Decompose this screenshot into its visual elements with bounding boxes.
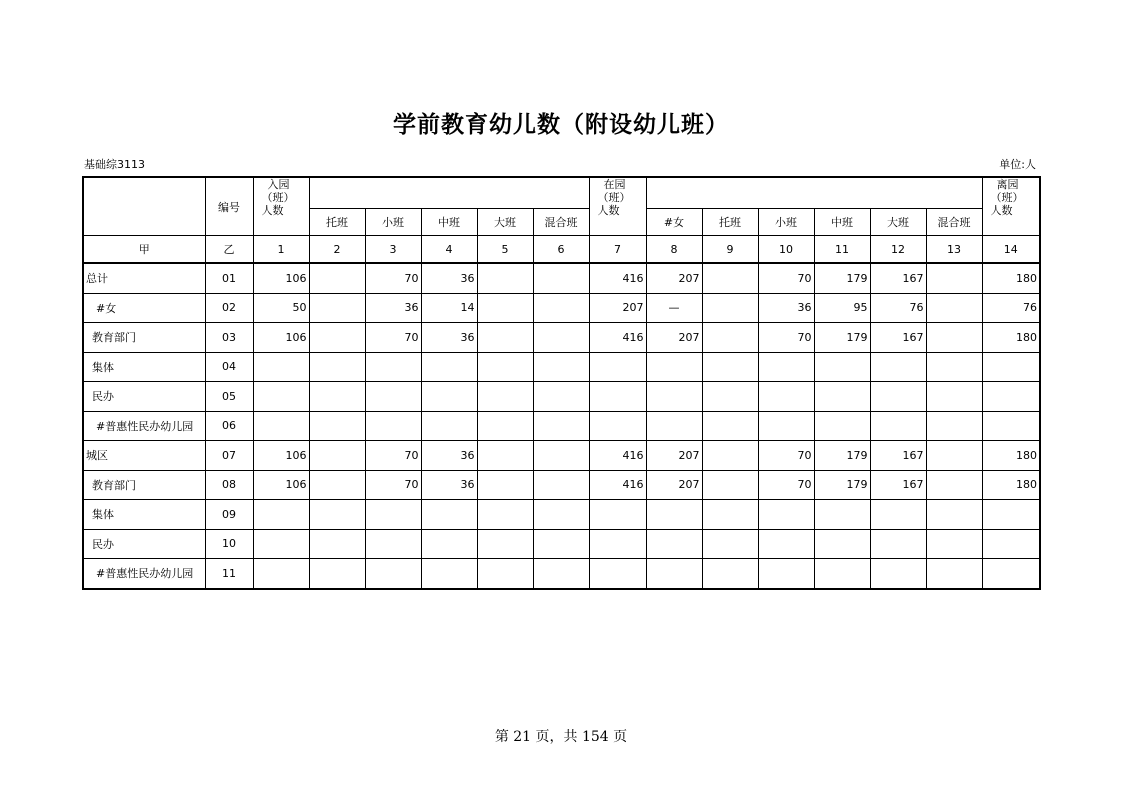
data-cell: 106 (253, 470, 309, 500)
data-cell: 70 (365, 323, 421, 353)
data-cell (477, 411, 533, 441)
data-cell (477, 263, 533, 293)
header-present (589, 177, 646, 236)
data-cell (533, 529, 589, 559)
data-cell (253, 500, 309, 530)
report-title: 学前教育幼儿数（附设幼儿班） (393, 111, 729, 138)
data-cell (309, 559, 365, 589)
data-cell (477, 323, 533, 353)
data-cell (477, 293, 533, 323)
data-cell: 180 (982, 323, 1040, 353)
index-cell: 11 (814, 236, 870, 264)
data-cell (309, 263, 365, 293)
data-cell (982, 382, 1040, 412)
header-row-1 (83, 177, 1040, 209)
data-cell (926, 529, 982, 559)
data-cell (926, 352, 982, 382)
data-cell (702, 411, 758, 441)
data-cell (758, 529, 814, 559)
index-cell: 7 (589, 236, 646, 264)
row-label: #普惠性民办幼儿园 (83, 559, 205, 589)
data-cell (253, 352, 309, 382)
data-cell (814, 559, 870, 589)
header-enroll-line3: 人数 (261, 204, 284, 217)
data-cell (533, 293, 589, 323)
data-cell: — (646, 293, 702, 323)
data-cell: 179 (814, 470, 870, 500)
data-cell (309, 411, 365, 441)
subheader-enroll-3: 大班 (477, 209, 533, 236)
data-cell (477, 559, 533, 589)
data-cell: 167 (870, 470, 926, 500)
data-cell (365, 382, 421, 412)
data-cell (646, 411, 702, 441)
table-row (83, 470, 1040, 500)
data-cell: 106 (253, 323, 309, 353)
data-cell (982, 500, 1040, 530)
data-cell (533, 441, 589, 471)
header-leave-line1: 离园 (996, 178, 1019, 191)
data-cell: 76 (982, 293, 1040, 323)
unit-label: 单位:人 (999, 158, 1036, 171)
data-cell (533, 470, 589, 500)
row-code: 05 (205, 382, 253, 412)
data-cell (477, 352, 533, 382)
row-label: 教育部门 (83, 470, 205, 500)
header-enroll-line1: 入园 (267, 178, 290, 191)
data-cell: 180 (982, 470, 1040, 500)
data-cell (421, 529, 477, 559)
data-cell: 179 (814, 263, 870, 293)
data-cell (926, 470, 982, 500)
row-label: 教育部门 (83, 323, 205, 353)
data-cell (309, 470, 365, 500)
data-cell: 70 (758, 470, 814, 500)
data-cell (982, 559, 1040, 589)
data-cell (870, 352, 926, 382)
index-cell: 9 (702, 236, 758, 264)
data-cell (758, 500, 814, 530)
subheader-present-0: #女 (646, 209, 702, 236)
table-row (83, 352, 1040, 382)
data-cell (589, 352, 646, 382)
row-label: #普惠性民办幼儿园 (83, 411, 205, 441)
data-cell: 207 (646, 470, 702, 500)
index-cell: 甲 (83, 236, 205, 264)
data-cell: 36 (421, 263, 477, 293)
data-cell (646, 352, 702, 382)
data-cell (533, 352, 589, 382)
data-cell (702, 263, 758, 293)
data-cell (533, 263, 589, 293)
data-cell (702, 559, 758, 589)
data-cell: 50 (253, 293, 309, 323)
table-row (83, 559, 1040, 589)
data-cell (870, 382, 926, 412)
row-label: #女 (83, 293, 205, 323)
data-cell (309, 529, 365, 559)
data-cell: 70 (365, 441, 421, 471)
data-cell: 416 (589, 323, 646, 353)
data-cell (533, 500, 589, 530)
data-cell (926, 323, 982, 353)
data-cell (589, 529, 646, 559)
data-cell: 207 (646, 441, 702, 471)
data-cell (533, 411, 589, 441)
index-cell: 8 (646, 236, 702, 264)
data-cell (421, 559, 477, 589)
subheader-enroll-4: 混合班 (533, 209, 589, 236)
data-cell (926, 441, 982, 471)
data-cell (253, 559, 309, 589)
data-cell (702, 382, 758, 412)
row-label: 民办 (83, 382, 205, 412)
header-blank (83, 177, 205, 236)
data-cell (814, 500, 870, 530)
data-cell: 70 (365, 470, 421, 500)
index-cell: 2 (309, 236, 365, 264)
data-cell (421, 500, 477, 530)
data-cell (477, 470, 533, 500)
data-cell: 70 (365, 263, 421, 293)
data-cell: 167 (870, 323, 926, 353)
index-cell: 14 (982, 236, 1040, 264)
data-cell (982, 352, 1040, 382)
data-cell: 106 (253, 263, 309, 293)
index-cell: 5 (477, 236, 533, 264)
header-leave (982, 177, 1040, 236)
data-cell: 70 (758, 323, 814, 353)
header-code: 编号 (205, 177, 253, 236)
data-cell: 95 (814, 293, 870, 323)
data-cell (477, 441, 533, 471)
subheader-enroll-2: 中班 (421, 209, 477, 236)
table-row (83, 529, 1040, 559)
header-present-line2: （班） (597, 191, 631, 204)
data-cell (646, 529, 702, 559)
subheader-enroll-1: 小班 (365, 209, 421, 236)
subheader-present-1: 托班 (702, 209, 758, 236)
row-code: 04 (205, 352, 253, 382)
header-present-span (646, 177, 982, 209)
data-cell: 76 (870, 293, 926, 323)
data-cell (758, 411, 814, 441)
data-cell (702, 352, 758, 382)
data-cell: 179 (814, 441, 870, 471)
data-cell (533, 323, 589, 353)
data-cell (702, 323, 758, 353)
data-cell (814, 411, 870, 441)
table-row (83, 323, 1040, 353)
data-cell: 416 (589, 441, 646, 471)
data-cell: 106 (253, 441, 309, 471)
table-row (83, 293, 1040, 323)
data-cell (926, 263, 982, 293)
index-cell: 12 (870, 236, 926, 264)
table-row (83, 411, 1040, 441)
data-cell (589, 559, 646, 589)
header-enroll-line2: （班） (261, 191, 295, 204)
index-cell: 10 (758, 236, 814, 264)
row-code: 11 (205, 559, 253, 589)
data-cell: 207 (646, 323, 702, 353)
subheader-present-4: 大班 (870, 209, 926, 236)
data-cell (477, 529, 533, 559)
data-cell (309, 323, 365, 353)
data-cell (365, 529, 421, 559)
data-cell (646, 382, 702, 412)
data-cell (646, 559, 702, 589)
data-cell: 207 (646, 263, 702, 293)
row-code: 09 (205, 500, 253, 530)
header-enroll-span (309, 177, 589, 209)
index-cell: 1 (253, 236, 309, 264)
index-cell: 3 (365, 236, 421, 264)
header-leave-line3: 人数 (990, 204, 1013, 217)
data-cell (758, 382, 814, 412)
data-cell (589, 500, 646, 530)
subheader-present-5: 混合班 (926, 209, 982, 236)
data-cell: 36 (421, 441, 477, 471)
data-cell: 14 (421, 293, 477, 323)
row-code: 03 (205, 323, 253, 353)
data-cell: 180 (982, 441, 1040, 471)
data-cell: 36 (758, 293, 814, 323)
row-label: 总计 (83, 263, 205, 293)
data-cell: 416 (589, 470, 646, 500)
header-present-line1: 在园 (603, 178, 626, 191)
data-cell (702, 470, 758, 500)
data-cell (926, 559, 982, 589)
data-cell (253, 529, 309, 559)
data-cell (702, 293, 758, 323)
data-cell (646, 500, 702, 530)
table-code: 基础综3113 (84, 158, 145, 171)
data-cell (926, 293, 982, 323)
data-cell (421, 382, 477, 412)
index-cell: 13 (926, 236, 982, 264)
data-cell (365, 411, 421, 441)
data-cell (365, 559, 421, 589)
row-label: 集体 (83, 352, 205, 382)
data-cell: 36 (365, 293, 421, 323)
data-cell (926, 500, 982, 530)
data-cell (870, 529, 926, 559)
data-cell: 36 (421, 323, 477, 353)
data-cell (702, 441, 758, 471)
data-cell (309, 441, 365, 471)
data-cell (926, 411, 982, 441)
row-label: 民办 (83, 529, 205, 559)
data-cell: 167 (870, 441, 926, 471)
data-cell (253, 411, 309, 441)
data-cell (758, 559, 814, 589)
index-row (83, 236, 1040, 264)
data-cell (589, 382, 646, 412)
data-cell: 416 (589, 263, 646, 293)
row-code: 07 (205, 441, 253, 471)
row-code: 08 (205, 470, 253, 500)
row-code: 02 (205, 293, 253, 323)
data-cell (533, 559, 589, 589)
table-row (83, 500, 1040, 530)
subheader-present-3: 中班 (814, 209, 870, 236)
data-cell (814, 352, 870, 382)
data-cell: 180 (982, 263, 1040, 293)
data-cell (982, 529, 1040, 559)
data-cell (365, 352, 421, 382)
data-cell: 70 (758, 263, 814, 293)
row-label: 城区 (83, 441, 205, 471)
data-cell: 207 (589, 293, 646, 323)
table-row (83, 263, 1040, 293)
data-cell (253, 382, 309, 412)
row-code: 10 (205, 529, 253, 559)
page-footer: 第 21 页，共 154 页 (494, 729, 628, 745)
header-enroll (253, 177, 309, 236)
header-leave-line2: （班） (990, 191, 1024, 204)
data-cell (814, 382, 870, 412)
index-cell: 6 (533, 236, 589, 264)
subheader-present-2: 小班 (758, 209, 814, 236)
data-cell (421, 411, 477, 441)
row-code: 06 (205, 411, 253, 441)
data-cell (589, 411, 646, 441)
row-code: 01 (205, 263, 253, 293)
row-label: 集体 (83, 500, 205, 530)
data-cell: 70 (758, 441, 814, 471)
data-cell (477, 382, 533, 412)
header-present-line3: 人数 (597, 204, 620, 217)
data-cell (870, 500, 926, 530)
table-row (83, 441, 1040, 471)
index-cell: 乙 (205, 236, 253, 264)
data-cell (309, 293, 365, 323)
data-cell (421, 352, 477, 382)
data-cell (533, 382, 589, 412)
data-cell: 167 (870, 263, 926, 293)
data-cell (870, 411, 926, 441)
data-cell (702, 529, 758, 559)
data-cell (309, 500, 365, 530)
subheader-enroll-0: 托班 (309, 209, 365, 236)
data-cell: 36 (421, 470, 477, 500)
data-cell: 179 (814, 323, 870, 353)
data-cell (814, 529, 870, 559)
data-cell (365, 500, 421, 530)
data-cell (926, 382, 982, 412)
data-table (82, 176, 1041, 590)
data-cell (982, 411, 1040, 441)
data-cell (309, 382, 365, 412)
data-cell (309, 352, 365, 382)
index-cell: 4 (421, 236, 477, 264)
data-cell (870, 559, 926, 589)
data-cell (702, 500, 758, 530)
table-row (83, 382, 1040, 412)
data-cell (758, 352, 814, 382)
data-cell (477, 500, 533, 530)
